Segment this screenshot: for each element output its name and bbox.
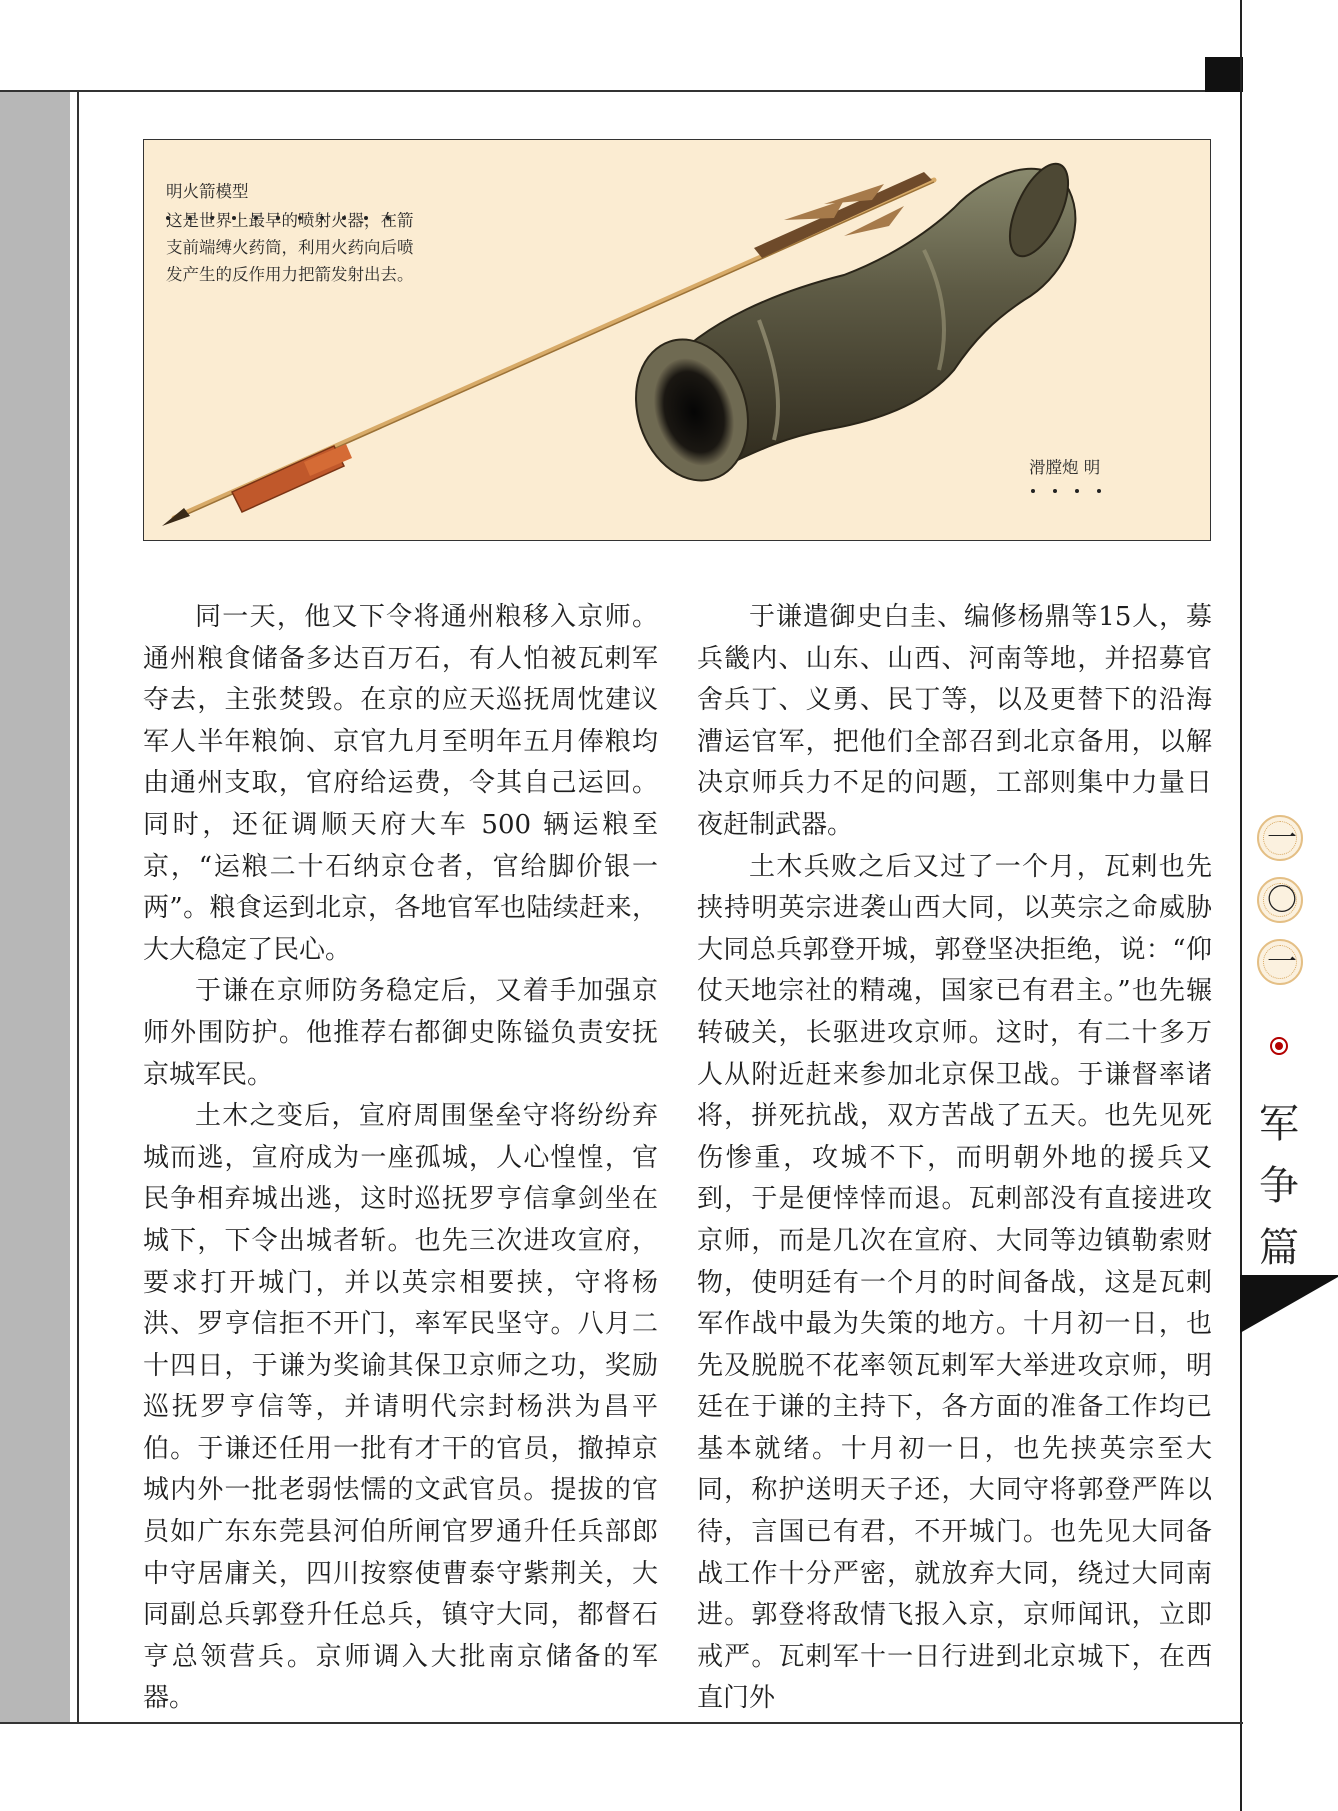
paragraph: 土木之变后，宣府周围堡垒守将纷纷弃城而逃，宣府成为一座孤城，人心惶惶，官民争相弃城出逃，这时巡抚罗亨信拿剑坐在城下，下令出城者斩。也先三次进攻宣府，要求打开城门，并以英宗相要挟，守将杨洪、罗亨信拒不开门，率军民坚守。八月二十四日，于谦为奖谕其保卫京师之功，奖励巡抚罗亨信等，并请明代宗封杨洪为昌平伯。于谦还任用一批有才干的官员，撤掉京城内外一批老弱怯懦的文武官员。提拔的官员如广东东莞县河伯所闸官罗通升任兵部郎中守居庸关，四川按察使曹泰守紫荆关，大同副总兵郭登升任总兵，镇守大同，都督石亨总领营兵。京师调入大批南京储备的军器。 [143, 1101, 658, 1714]
page-number-medallion [1257, 815, 1303, 861]
page-number-char: 一 [1267, 821, 1297, 856]
side-wedge-decoration [1240, 1277, 1338, 1337]
caption-line: 这是世界上最早的喷射火器，在箭 [166, 211, 414, 230]
paragraph: 土木兵败之后又过了一个月，瓦剌也先挟持明英宗进袭山西大同，以英宗之命威胁大同总兵郭登开城，郭登坚决拒绝，说：“仰仗天地宗社的精魂，国家已有君主。”也先辗转破关，长驱进攻京师。这时，有二十多万人从附近赶来参加北京保卫战。于谦督率诸将，拼死抗战，双方苦战了五天。也先见死伤惨重，攻城不下，而明朝外地的援兵又到，于是便悻悻而退。瓦剌部没有直接进攻京师，而是几次在宣府、大同等边镇勒索财物，使明廷有一个月的时间备战，这是瓦剌军作战中最为失策的地方。十月初一日，也先及脱脱不花率领瓦剌军大举进攻京师，明廷在于谦的主持下，各方面的准备工作均已基本就绪。十月初一日，也先挟英宗至大同，称护送明天子还，大同守将郭登严阵以待，言国已有君，不开城门。也先见大同备战工作十分严密，就放弃大同，绕过大同南进。郭登将敌情飞报入京，京师闻讯，立即戒严。瓦剌军十一日行进到北京城下，在西直门外 [697, 851, 1212, 1714]
header-rule [0, 90, 1243, 92]
caption-title: 明火箭模型 [166, 182, 249, 201]
figure-caption [166, 178, 456, 288]
caption-line: 支前端缚火药筒，利用火药向后喷 [166, 238, 414, 257]
left-gray-bar [0, 92, 70, 1722]
page-number-char: 一 [1267, 945, 1297, 980]
cannon-label: 滑膛炮 明 [1029, 458, 1101, 477]
artifact-figure [143, 139, 1211, 541]
left-text-column [143, 597, 658, 1720]
section-title: 军争篇 [1259, 1101, 1299, 1271]
left-rule [77, 92, 79, 1722]
page-number-char: 〇 [1267, 883, 1297, 918]
paragraph: 同一天，他又下令将通州粮移入京师。通州粮食储备多达百万石，有人怕被瓦剌军夺去，主张焚毁。在京的应天巡抚周忱建议军人半年粮饷、京官九月至明年五月俸粮均由通州支取，官府给运费，令其自己运回。同时，还征调顺天府大车 500 辆运粮至京，“运粮二十石纳京仓者，官给脚价银一两”。粮食运到北京，各地官军也陆续赶来，大大稳定了民心。 [143, 602, 658, 965]
right-rule [1240, 0, 1242, 1811]
right-text-column [697, 597, 1212, 1720]
target-bullet-icon [1270, 1037, 1288, 1055]
cannon-label-dots [1031, 478, 1119, 484]
page-number-medallion [1257, 939, 1303, 985]
page-number-medallion [1257, 877, 1303, 923]
paragraph: 于谦在京师防务稳定后，又着手加强京师外围防护。他推荐右都御史陈镒负责安抚京城军民。 [143, 976, 658, 1090]
corner-block [1205, 57, 1243, 92]
caption-line: 发产生的反作用力把箭发射出去。 [166, 265, 414, 284]
footer-rule [0, 1722, 1243, 1724]
paragraph: 于谦遣御史白圭、编修杨鼎等15人，募兵畿内、山东、山西、河南等地，并招募官舍兵丁、义勇、民丁等，以及更替下的沿海漕运官军，把他们全部召到北京备用，以解决京师兵力不足的问题，工部则集中力量日夜赶制武器。 [697, 602, 1212, 840]
